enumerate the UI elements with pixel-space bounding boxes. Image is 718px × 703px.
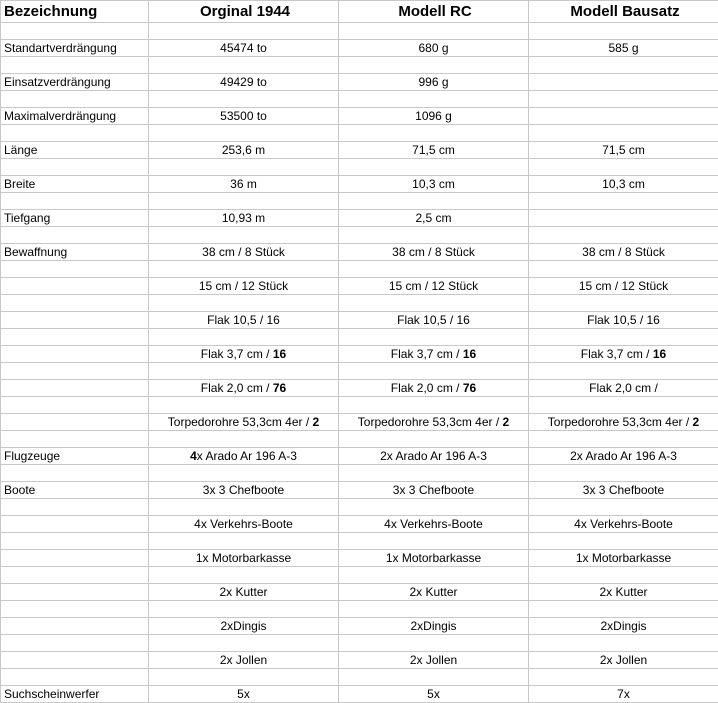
value-cell: 15 cm / 12 Stück xyxy=(529,278,718,295)
row-label xyxy=(1,380,149,397)
empty-cell xyxy=(339,57,529,74)
empty-cell xyxy=(1,669,149,686)
bold-count: 76 xyxy=(463,381,476,395)
table-row xyxy=(1,448,718,465)
empty-cell xyxy=(1,125,149,142)
row-label: Flugzeuge xyxy=(1,448,149,465)
empty-cell xyxy=(149,465,339,482)
value-cell: 2xDingis xyxy=(339,618,529,635)
bold-count: 2 xyxy=(503,415,510,429)
empty-cell xyxy=(1,567,149,584)
empty-cell xyxy=(339,601,529,618)
row-label xyxy=(1,414,149,431)
table-row xyxy=(1,278,718,295)
empty-cell xyxy=(1,295,149,312)
table-body xyxy=(1,23,718,703)
empty-cell xyxy=(1,23,149,40)
empty-cell xyxy=(529,125,718,142)
empty-cell xyxy=(149,363,339,380)
bold-count: 4 xyxy=(190,449,197,463)
table-row xyxy=(1,618,718,635)
empty-cell xyxy=(149,669,339,686)
value-cell: 10,3 cm xyxy=(529,176,718,193)
empty-cell xyxy=(339,465,529,482)
empty-cell xyxy=(529,499,718,516)
bold-count: 16 xyxy=(273,347,286,361)
spacer-row xyxy=(1,91,718,108)
spacer-row xyxy=(1,499,718,516)
row-label: Maximalverdrängung xyxy=(1,108,149,125)
row-label xyxy=(1,312,149,329)
header-cell: Modell RC xyxy=(339,1,529,23)
value-cell: Torpedorohre 53,3cm 4er / 2 xyxy=(339,414,529,431)
empty-cell xyxy=(339,431,529,448)
row-label xyxy=(1,278,149,295)
row-label xyxy=(1,516,149,533)
value-cell: 2x Kutter xyxy=(339,584,529,601)
empty-cell xyxy=(339,363,529,380)
bold-count: 2 xyxy=(693,415,700,429)
empty-cell xyxy=(149,193,339,210)
spacer-row xyxy=(1,363,718,380)
table-row xyxy=(1,414,718,431)
spacer-row xyxy=(1,23,718,40)
spacer-row xyxy=(1,567,718,584)
empty-cell xyxy=(529,465,718,482)
empty-cell xyxy=(1,91,149,108)
table-row xyxy=(1,516,718,533)
spacer-row xyxy=(1,635,718,652)
empty-cell xyxy=(1,329,149,346)
table-row xyxy=(1,312,718,329)
value-cell: Flak 10,5 / 16 xyxy=(529,312,718,329)
spacer-row xyxy=(1,669,718,686)
empty-cell xyxy=(529,193,718,210)
value-cell: Flak 10,5 / 16 xyxy=(339,312,529,329)
value-cell: 10,93 m xyxy=(149,210,339,227)
table-row xyxy=(1,74,718,91)
spacer-row xyxy=(1,57,718,74)
row-label xyxy=(1,346,149,363)
value-cell: 38 cm / 8 Stück xyxy=(529,244,718,261)
empty-cell xyxy=(339,635,529,652)
empty-cell xyxy=(529,669,718,686)
table-row xyxy=(1,142,718,159)
value-cell: 2x Jollen xyxy=(529,652,718,669)
empty-cell xyxy=(339,567,529,584)
table-row xyxy=(1,210,718,227)
value-cell: 4x Verkehrs-Boote xyxy=(339,516,529,533)
value-cell: 2x Kutter xyxy=(149,584,339,601)
spacer-row xyxy=(1,601,718,618)
header-cell: Orginal 1944 xyxy=(149,1,339,23)
row-label: Suchscheinwerfer xyxy=(1,686,149,703)
empty-cell xyxy=(149,91,339,108)
table-row xyxy=(1,482,718,499)
empty-cell xyxy=(1,499,149,516)
empty-cell xyxy=(529,295,718,312)
spacer-row xyxy=(1,159,718,176)
value-cell: 1x Motorbarkasse xyxy=(149,550,339,567)
value-cell: 4x Arado Ar 196 A-3 xyxy=(149,448,339,465)
empty-cell xyxy=(1,465,149,482)
row-label: Länge xyxy=(1,142,149,159)
value-cell: 38 cm / 8 Stück xyxy=(149,244,339,261)
empty-cell xyxy=(1,159,149,176)
row-label: Boote xyxy=(1,482,149,499)
value-cell: Flak 3,7 cm / 16 xyxy=(149,346,339,363)
empty-cell xyxy=(149,601,339,618)
empty-cell xyxy=(529,567,718,584)
empty-cell xyxy=(149,227,339,244)
empty-cell xyxy=(529,635,718,652)
value-cell: 2,5 cm xyxy=(339,210,529,227)
empty-cell xyxy=(529,533,718,550)
value-cell: 5x xyxy=(339,686,529,703)
empty-cell xyxy=(149,533,339,550)
value-cell xyxy=(529,108,718,125)
value-cell: 1x Motorbarkasse xyxy=(529,550,718,567)
table-row xyxy=(1,176,718,193)
empty-cell xyxy=(149,295,339,312)
empty-cell xyxy=(1,397,149,414)
value-cell: 4x Verkehrs-Boote xyxy=(529,516,718,533)
empty-cell xyxy=(339,397,529,414)
empty-cell xyxy=(529,601,718,618)
table-row xyxy=(1,652,718,669)
bold-count: 16 xyxy=(463,347,476,361)
value-cell: Flak 2,0 cm / 76 xyxy=(339,380,529,397)
value-cell: Flak 3,7 cm / 16 xyxy=(529,346,718,363)
value-cell xyxy=(529,210,718,227)
spacer-row xyxy=(1,397,718,414)
empty-cell xyxy=(149,635,339,652)
empty-cell xyxy=(1,227,149,244)
empty-cell xyxy=(529,23,718,40)
value-cell: 38 cm / 8 Stück xyxy=(339,244,529,261)
empty-cell xyxy=(1,193,149,210)
value-cell: 36 m xyxy=(149,176,339,193)
value-cell: Flak 2,0 cm / xyxy=(529,380,718,397)
row-label xyxy=(1,618,149,635)
spacer-row xyxy=(1,431,718,448)
spacer-row xyxy=(1,295,718,312)
empty-cell xyxy=(1,601,149,618)
empty-cell xyxy=(339,227,529,244)
value-cell: 71,5 cm xyxy=(529,142,718,159)
empty-cell xyxy=(339,125,529,142)
empty-cell xyxy=(149,567,339,584)
value-cell: 585 g xyxy=(529,40,718,57)
empty-cell xyxy=(339,91,529,108)
empty-cell xyxy=(529,261,718,278)
spacer-row xyxy=(1,329,718,346)
table-row xyxy=(1,584,718,601)
empty-cell xyxy=(339,499,529,516)
value-cell: 996 g xyxy=(339,74,529,91)
value-cell: 3x 3 Chefboote xyxy=(149,482,339,499)
empty-cell xyxy=(149,23,339,40)
empty-cell xyxy=(149,397,339,414)
spacer-row xyxy=(1,465,718,482)
spacer-row xyxy=(1,227,718,244)
table-row xyxy=(1,108,718,125)
value-cell: Torpedorohre 53,3cm 4er / 2 xyxy=(149,414,339,431)
header-row xyxy=(1,1,718,23)
value-cell: Flak 2,0 cm / 76 xyxy=(149,380,339,397)
spacer-row xyxy=(1,261,718,278)
empty-cell xyxy=(149,431,339,448)
empty-cell xyxy=(339,329,529,346)
value-cell: Flak 3,7 cm / 16 xyxy=(339,346,529,363)
value-cell: 2x Arado Ar 196 A-3 xyxy=(339,448,529,465)
empty-cell xyxy=(339,23,529,40)
value-cell: 2xDingis xyxy=(529,618,718,635)
row-label: Bewaffnung xyxy=(1,244,149,261)
value-cell: 15 cm / 12 Stück xyxy=(149,278,339,295)
row-label xyxy=(1,550,149,567)
value-cell: 53500 to xyxy=(149,108,339,125)
table-row xyxy=(1,40,718,57)
table-row xyxy=(1,244,718,261)
value-cell: 1096 g xyxy=(339,108,529,125)
bold-count: 2 xyxy=(313,415,320,429)
value-cell: 253,6 m xyxy=(149,142,339,159)
value-cell: 3x 3 Chefboote xyxy=(339,482,529,499)
value-cell: 49429 to xyxy=(149,74,339,91)
spacer-row xyxy=(1,193,718,210)
empty-cell xyxy=(529,227,718,244)
empty-cell xyxy=(339,533,529,550)
empty-cell xyxy=(149,159,339,176)
table-row xyxy=(1,380,718,397)
row-label: Tiefgang xyxy=(1,210,149,227)
row-label xyxy=(1,584,149,601)
empty-cell xyxy=(1,533,149,550)
spacer-row xyxy=(1,533,718,550)
empty-cell xyxy=(1,363,149,380)
header-cell: Bezeichnung xyxy=(1,1,149,23)
empty-cell xyxy=(529,363,718,380)
empty-cell xyxy=(149,261,339,278)
empty-cell xyxy=(529,329,718,346)
empty-cell xyxy=(149,499,339,516)
empty-cell xyxy=(149,329,339,346)
value-cell: 3x 3 Chefboote xyxy=(529,482,718,499)
empty-cell xyxy=(339,669,529,686)
empty-cell xyxy=(339,261,529,278)
value-cell: 4x Verkehrs-Boote xyxy=(149,516,339,533)
empty-cell xyxy=(1,635,149,652)
value-cell: 2x Jollen xyxy=(339,652,529,669)
table-row xyxy=(1,346,718,363)
value-cell: 1x Motorbarkasse xyxy=(339,550,529,567)
row-label: Einsatzverdrängung xyxy=(1,74,149,91)
empty-cell xyxy=(149,57,339,74)
empty-cell xyxy=(1,431,149,448)
value-cell: Flak 10,5 / 16 xyxy=(149,312,339,329)
empty-cell xyxy=(529,431,718,448)
bold-count: 16 xyxy=(653,347,666,361)
table-row xyxy=(1,550,718,567)
value-cell: 7x xyxy=(529,686,718,703)
row-label xyxy=(1,652,149,669)
empty-cell xyxy=(339,159,529,176)
value-cell xyxy=(529,74,718,91)
value-cell: 2x Arado Ar 196 A-3 xyxy=(529,448,718,465)
empty-cell xyxy=(529,57,718,74)
spacer-row xyxy=(1,125,718,142)
empty-cell xyxy=(529,397,718,414)
header-cell: Modell Bausatz xyxy=(529,1,718,23)
value-cell: 2x Jollen xyxy=(149,652,339,669)
empty-cell xyxy=(529,159,718,176)
empty-cell xyxy=(1,261,149,278)
empty-cell xyxy=(339,193,529,210)
value-cell: 680 g xyxy=(339,40,529,57)
value-cell: 5x xyxy=(149,686,339,703)
empty-cell xyxy=(529,91,718,108)
empty-cell xyxy=(1,57,149,74)
value-cell: 2x Kutter xyxy=(529,584,718,601)
value-cell: 15 cm / 12 Stück xyxy=(339,278,529,295)
table-row xyxy=(1,686,718,703)
empty-cell xyxy=(339,295,529,312)
value-cell: 2xDingis xyxy=(149,618,339,635)
bold-count: 76 xyxy=(273,381,286,395)
row-label: Standartverdrängung xyxy=(1,40,149,57)
value-cell: 71,5 cm xyxy=(339,142,529,159)
value-cell: Torpedorohre 53,3cm 4er / 2 xyxy=(529,414,718,431)
row-label: Breite xyxy=(1,176,149,193)
empty-cell xyxy=(149,125,339,142)
value-cell: 10,3 cm xyxy=(339,176,529,193)
value-cell: 45474 to xyxy=(149,40,339,57)
